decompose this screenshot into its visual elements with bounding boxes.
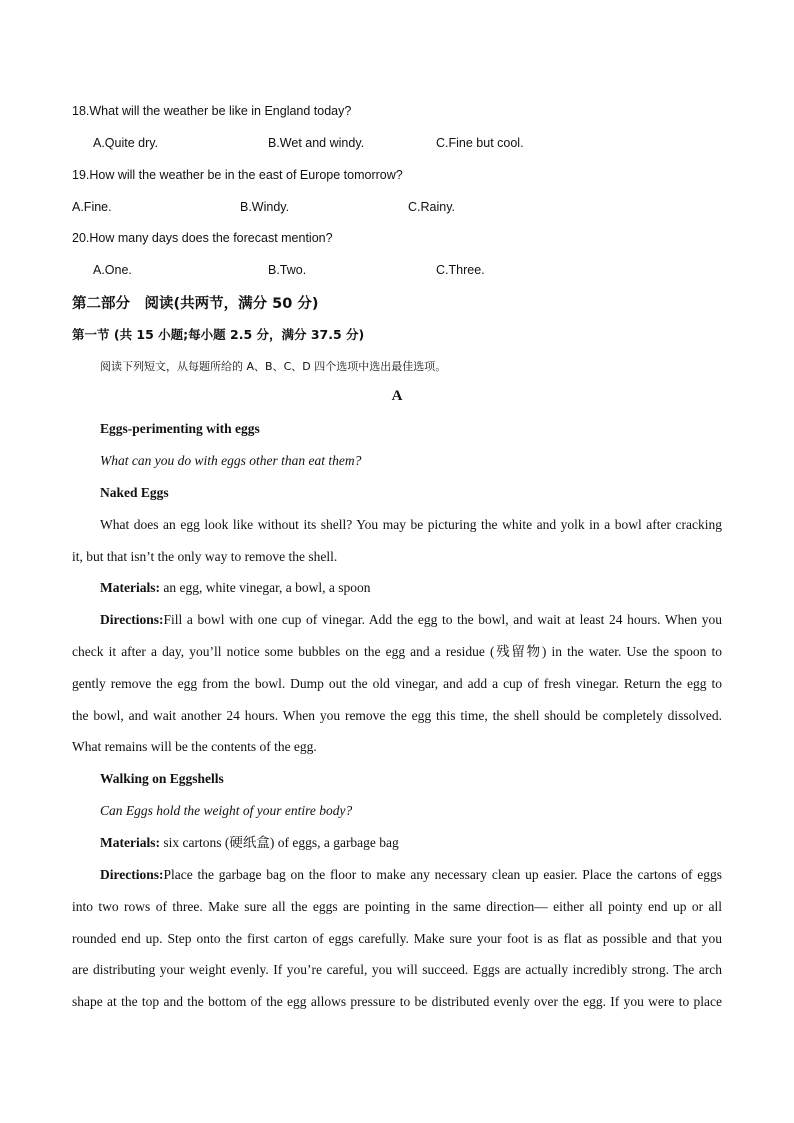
question-18-option-a: A.Quite dry. — [93, 136, 159, 150]
instruction: 阅读下列短文，从每题所给的 A、B、C、D 四个选项中选出最佳选项。 — [100, 360, 447, 373]
experiment-1-directions-line-1 — [100, 611, 722, 629]
experiment-2-heading: Walking on Eggshells — [100, 771, 224, 786]
experiment-2-materials — [100, 834, 399, 852]
question-18-option-c: C.Fine but cool. — [436, 136, 524, 150]
experiment-2-directions-line-4: are distributing your weight evenly. If you’re careful, you will succeed. Eggs are actually incredibly strong. The arch — [72, 962, 722, 977]
passage-subtitle: What can you do with eggs other than eat them? — [100, 453, 362, 468]
part-heading: 第二部分 阅读(共两节，满分 50 分) — [72, 296, 319, 312]
experiment-1-directions-line-2: check it after a day, you’ll notice some bubbles on the egg and a residue (残留物) in the water. Use the spoon to — [72, 644, 722, 659]
directions-label: Directions: — [100, 612, 164, 627]
question-19: 19.How will the weather be in the east of Europe tomorrow? — [72, 168, 403, 182]
experiment-1-directions-line-4: the bowl, and wait another 24 hours. When you remove the egg this time, the shell should be completely dissolved. — [72, 708, 722, 723]
experiment-1-intro-line-2: it, but that isn’t the only way to remove the shell. — [72, 549, 338, 564]
experiment-2-directions-line-2: into two rows of three. Make sure all the eggs are pointing in the same direction— either all pointy end up or all — [72, 899, 722, 914]
experiment-1-heading: Naked Eggs — [100, 485, 169, 500]
question-18-option-b: B.Wet and windy. — [268, 136, 365, 150]
passage-title: Eggs-perimenting with eggs — [100, 421, 260, 436]
question-18: 18.What will the weather be like in England today? — [72, 104, 352, 118]
question-19-option-c: C.Rainy. — [408, 200, 456, 214]
directions-label: Directions: — [100, 867, 164, 882]
experiment-1-intro-line-1: What does an egg look like without its shell? You may be picturing the white and yolk in a bowl after cracking — [100, 517, 722, 532]
question-19-option-b: B.Windy. — [240, 200, 290, 214]
materials-text: an egg, white vinegar, a bowl, a spoon — [159, 580, 371, 595]
question-19-option-a: A.Fine. — [72, 200, 112, 214]
question-20-option-a: A.One. — [93, 263, 132, 277]
experiment-1-directions-line-5: What remains will be the contents of the egg. — [72, 739, 317, 754]
section-heading: 第一节 (共 15 小题;每小题 2.5 分，满分 37.5 分) — [72, 327, 365, 342]
question-20-option-c: C.Three. — [436, 263, 485, 277]
directions-text: Place the garbage bag on the floor to make any necessary clean up easier. Place the cartons of eggs — [163, 867, 722, 882]
experiment-2-directions-line-3: rounded end up. Step onto the first carton of eggs carefully. Make sure your foot is as flat as possible and that you — [72, 931, 722, 946]
materials-label: Materials: — [100, 580, 160, 595]
question-20: 20.How many days does the forecast mention? — [72, 231, 333, 245]
experiment-1-materials — [100, 579, 371, 597]
materials-text: six cartons (硬纸盒) of eggs, a garbage bag — [159, 835, 399, 850]
materials-label: Materials: — [100, 835, 160, 850]
experiment-2-directions-line-1 — [100, 866, 722, 884]
passage-letter: A — [391, 388, 403, 404]
directions-text: Fill a bowl with one cup of vinegar. Add the egg to the bowl, and wait at least 24 hours. When you — [163, 612, 722, 627]
question-20-option-b: B.Two. — [268, 263, 307, 277]
experiment-2-directions-line-5: shape at the top and the bottom of the egg allows pressure to be distributed evenly over the egg. If you were to place — [72, 994, 722, 1009]
experiment-1-directions-line-3: gently remove the egg from the bowl. Dump out the old vinegar, and add a cup of fresh vinegar. Return the egg to — [72, 676, 722, 691]
experiment-2-question: Can Eggs hold the weight of your entire body? — [100, 803, 353, 818]
